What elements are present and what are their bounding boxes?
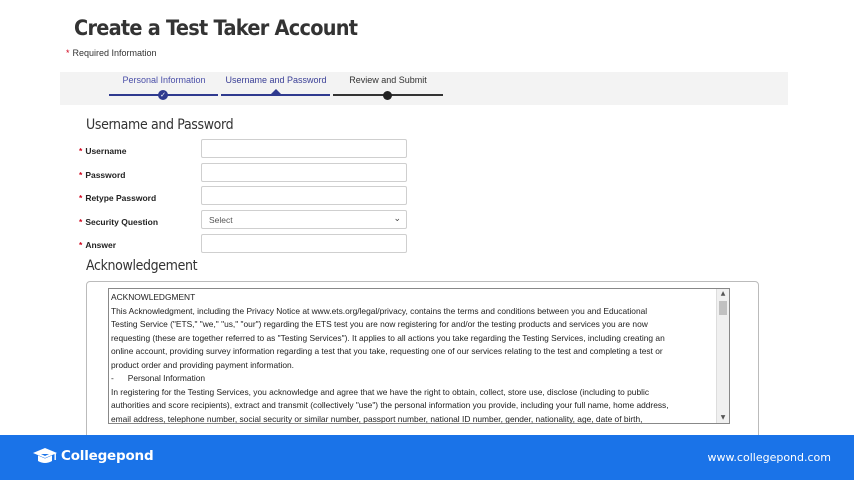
ack-line: requesting (these are together referred to as "Testing Services"). It applies to all actions you take regarding the Testing Services, including creating an bbox=[111, 332, 665, 343]
footer-banner bbox=[0, 435, 854, 480]
retype-password-input[interactable] bbox=[201, 186, 407, 205]
password-input[interactable] bbox=[201, 163, 407, 182]
answer-label: * Answer bbox=[79, 240, 117, 250]
scroll-up-icon[interactable]: ▲ bbox=[720, 290, 726, 297]
ack-subheading-text: Personal Information bbox=[127, 373, 206, 383]
scrollbar-thumb[interactable] bbox=[719, 301, 727, 315]
ack-line: ACKNOWLEDGMENT bbox=[111, 292, 196, 302]
step-personal-information: Personal Information bbox=[122, 75, 206, 85]
section-heading-username-password: Username and Password bbox=[86, 117, 234, 133]
ack-line: email address, telephone number, social security or similar number, passport number, national ID number, gender, nationality, age, date of birth, bbox=[111, 413, 643, 424]
acknowledgement-scrollbar[interactable] bbox=[716, 289, 729, 423]
username-input[interactable] bbox=[201, 139, 407, 158]
ack-line: Testing Service ("ETS," "we," "us," "our") regarding the ETS test you are now registering for and/or the testing products and services you are now bbox=[111, 319, 648, 329]
ack-line: product order and providing payment information. bbox=[111, 359, 294, 370]
scroll-down-icon[interactable]: ▼ bbox=[720, 414, 726, 421]
page-title: Create a Test Taker Account bbox=[74, 16, 358, 40]
required-note-text: Required Information bbox=[72, 48, 157, 58]
password-label: * Password bbox=[79, 170, 126, 180]
acknowledgement-textarea[interactable] bbox=[108, 288, 730, 424]
username-label: * Username bbox=[79, 146, 127, 156]
ack-line: online account, providing survey information regarding a test that you take, requesting one of our services relating to the test and completing a test or bbox=[111, 346, 663, 356]
required-note bbox=[66, 48, 157, 58]
step-review-and-submit: Review and Submit bbox=[349, 75, 427, 85]
chevron-down-icon: ⌄ bbox=[393, 214, 401, 224]
ack-line: In registering for the Testing Services, you acknowledge and agree that we have the right to obtain, collect, store use, disclose (including to public bbox=[111, 386, 650, 397]
ack-line: This Acknowledgment, including the Privacy Notice at www.ets.org/legal/privacy, contains the terms and conditions between you and Educational bbox=[111, 305, 648, 316]
security-question-selected: Select bbox=[209, 215, 233, 225]
acknowledgement-text bbox=[111, 291, 715, 424]
brand-logo bbox=[32, 446, 153, 466]
website-link[interactable]: www.collegepond.com bbox=[707, 451, 831, 464]
security-question-select[interactable] bbox=[201, 210, 407, 229]
required-mark: * bbox=[79, 240, 83, 250]
step-username-and-password: Username and Password bbox=[225, 75, 327, 85]
brand-name: Collegepond bbox=[61, 448, 154, 464]
graduation-cap-icon bbox=[32, 446, 58, 466]
answer-input[interactable] bbox=[201, 234, 407, 253]
ack-subheading-marker: - bbox=[111, 373, 114, 383]
section-heading-acknowledgement: Acknowledgement bbox=[86, 258, 198, 274]
required-mark: * bbox=[79, 146, 83, 156]
checkmark-icon: ✓ bbox=[158, 90, 168, 100]
required-mark: * bbox=[66, 48, 70, 58]
ack-subheading bbox=[111, 372, 715, 386]
ack-line: authorities and score recipients), extract and transmit (collectively "use") the personal information you provide, including your full name, home address, bbox=[111, 400, 669, 410]
required-mark: * bbox=[79, 170, 83, 180]
security-question-label: * Security Question bbox=[79, 217, 159, 227]
retype-password-label: * Retype Password bbox=[79, 193, 157, 203]
required-mark: * bbox=[79, 217, 83, 227]
required-mark: * bbox=[79, 193, 83, 203]
current-step-caret-icon bbox=[271, 89, 281, 94]
step-bar-current bbox=[221, 94, 330, 96]
progress-steps bbox=[60, 72, 788, 105]
upcoming-step-dot-icon bbox=[383, 91, 392, 100]
